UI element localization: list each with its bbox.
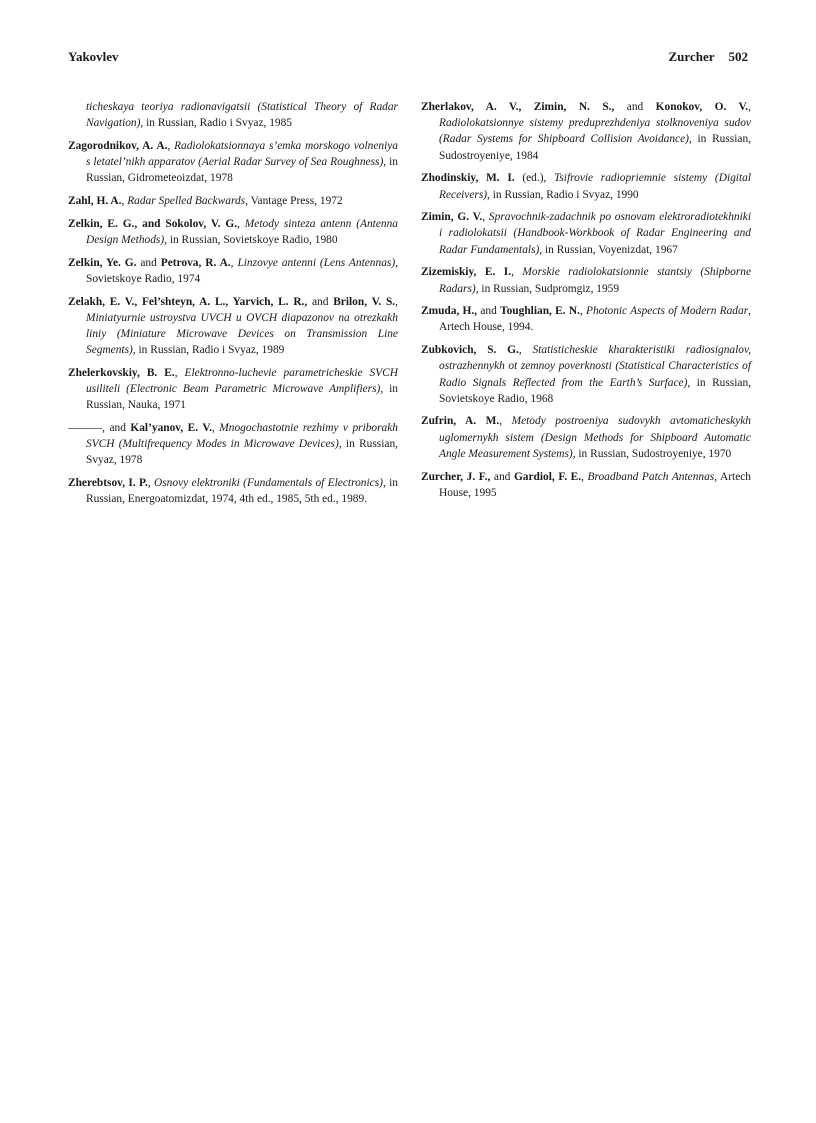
reference-text: in Russian, Sudpromgiz, 1959	[478, 282, 620, 295]
reference-entry	[68, 420, 398, 469]
reference-author: Zelakh, E. V., Fel’shteyn, A. L., Yarvich, L. R.,	[68, 295, 308, 308]
reference-text: in Russian, Radio i Svyaz, 1989	[135, 344, 285, 357]
reference-text: , Artech House, 1994.	[439, 305, 751, 334]
reference-author: Gardiol, F. E.	[513, 470, 582, 483]
reference-text: ,	[579, 305, 587, 318]
reference-author: Zherlakov, A. V., Zimin, N. S.,	[421, 101, 615, 113]
reference-text: Vantage Press, 1972	[247, 195, 343, 208]
reference-entry	[68, 216, 398, 248]
reference-author: Zimin, G. V.	[421, 211, 483, 224]
reference-text: ,	[499, 415, 512, 428]
reference-author: Zizemiskiy, E. I.	[421, 266, 512, 279]
reference-text: , Artech House, 1995	[439, 470, 752, 499]
left-column	[68, 99, 398, 514]
reference-text: ,	[147, 477, 155, 490]
reference-text: ,	[518, 344, 533, 357]
reference-title: Radiolokatsionnaya s’emka morskogo volneniya s letatel’nikh apparatov (Aerial Radar Survey of Sea Roughness)	[86, 139, 398, 169]
reference-text: , in Russian, Svyaz, 1978	[86, 438, 398, 467]
reference-entry	[421, 264, 751, 296]
reference-text: ,	[395, 295, 398, 308]
reference-text: , Sovietskoye Radio, 1974	[86, 256, 398, 285]
reference-author: Zelkin, Ye. G.	[68, 256, 137, 269]
reference-title: Radiolokatsionnye sistemy preduprezhdeniya stolknoveniya sudov (Radar Systems for Shipboard Collision Avoidance)	[439, 117, 751, 146]
reference-author: Zherebtsov, I. P.	[68, 477, 148, 490]
reference-entry	[421, 342, 751, 407]
reference-entry	[68, 255, 398, 287]
reference-text: ,	[174, 366, 185, 379]
reference-author: Zelkin, E. G., and Sokolov, V. G.	[68, 217, 238, 230]
reference-text: ,	[511, 266, 523, 279]
header-right	[669, 49, 748, 65]
reference-text: ,	[230, 256, 238, 269]
reference-text: , in Russian, Radio i Svyaz, 1985	[140, 117, 292, 130]
reference-entry	[68, 475, 398, 507]
reference-entry	[68, 294, 398, 359]
reference-title: Miniatyurnie ustroystva UVCH u OVCH diapazonov na otrezkakh liniy (Miniature Microwave Devices on Transmission Line Segments),	[86, 311, 398, 357]
reference-entry	[421, 303, 751, 335]
page-number: 502	[728, 49, 748, 64]
reference-text: ,	[237, 217, 245, 230]
reference-title: Metody postroeniya sudovykh avtomaticheskykh uglomernykh sistem (Design Methods for Shipboard Automatic Angle Measurement Systems),	[439, 415, 752, 460]
reference-author: Zmuda, H.,	[421, 305, 478, 318]
reference-text: in Russian, Sovietskoye Radio, 1980	[167, 233, 338, 246]
reference-author: Zubkovich, S. G.	[421, 344, 519, 357]
reference-title: ticheskaya teoriya radionavigatsii (Statistical Theory of Radar Navigation)	[86, 101, 398, 130]
reference-title: Radar Spelled Backwards,	[127, 195, 248, 208]
reference-entry	[68, 193, 398, 209]
reference-text: ———, and	[68, 421, 131, 434]
reference-entry	[68, 365, 398, 414]
reference-title: Photonic Aspects of Modern Radar	[586, 305, 749, 318]
reference-author: Toughlian, E. N.	[500, 305, 580, 318]
reference-title: Spravochnik-zadachnik po osnovam elektroradiotekhniki i radiolokatsii (Handbook-Workbook of Radar Engineering and Radar Fundamentals)	[439, 211, 752, 256]
reference-text: , in Russian, Sudostroyeniye, 1984	[439, 133, 751, 162]
reference-text: and	[490, 470, 514, 483]
reference-text: ,	[121, 195, 128, 208]
reference-author: Brilon, V. S.	[333, 295, 396, 308]
reference-entry	[421, 469, 751, 501]
reference-title: Morskie radiolokatsionnie stantsiy (Shipborne Radars),	[439, 266, 751, 295]
reference-title: Elektronno-luchevie parametricheskie SVCH usiliteli (Electronic Beam Parametric Microwave Amplifiers)	[86, 366, 398, 396]
reference-entry	[421, 170, 751, 202]
reference-title: Osnovy elektroniki (Fundamentals of Electronics)	[154, 477, 383, 490]
reference-text: in Russian, Sudostroyeniye, 1970	[575, 447, 732, 460]
reference-author: Konokov, O. V.	[655, 101, 749, 113]
header-left: Yakovlev	[68, 49, 119, 64]
reference-author: Kal’yanov, E. V.	[130, 421, 212, 434]
reference-entry	[68, 138, 398, 187]
reference-author: Zahl, H. A.	[68, 195, 122, 208]
reference-author: Petrova, R. A.	[160, 256, 231, 269]
reference-text: , in Russian, Gidrometeoizdat, 1978	[86, 156, 398, 185]
reference-entry	[421, 209, 751, 258]
header-right-title: Zurcher	[668, 49, 715, 64]
reference-text: ,	[581, 470, 588, 483]
reference-title: Statisticheskie kharakteristiki radiosignalov, ostrazhennykh ot zemnoy poverknosti (Statistical Characteristics of Radio Signals Reflected from the Earth’s Surface)	[439, 344, 752, 389]
reference-author: Zhelerkovskiy, B. E.	[68, 366, 175, 379]
reference-text: ,	[167, 139, 175, 152]
reference-title: Tsifrovie radiopriemnie sistemy (Digital Receivers),	[439, 172, 751, 201]
reference-entry	[68, 99, 398, 131]
reference-text: and	[136, 256, 161, 269]
reference-text: ,	[482, 211, 489, 224]
reference-author: Zufrin, A. M.	[421, 415, 500, 428]
reference-text: and	[307, 295, 334, 308]
reference-title: Mnogochastotnie rezhimy v priborakh SVCH (Multifrequency Modes in Microwave Devices)	[86, 421, 399, 451]
reference-entry	[421, 413, 751, 462]
reference-text: , in Russian, Nauka, 1971	[86, 383, 399, 412]
reference-text: , in Russian, Voyenizdat, 1967	[539, 243, 678, 256]
reference-author: Zagorodnikov, A. A.	[68, 139, 168, 152]
reference-title: Linzovye antenni (Lens Antennas)	[237, 256, 396, 269]
reference-text: , in Russian, Sovietskoye Radio, 1968	[439, 376, 752, 405]
reference-text: and	[477, 305, 501, 318]
reference-text: ,	[211, 421, 220, 434]
reference-text: ,	[748, 101, 751, 113]
right-column	[421, 99, 751, 507]
reference-text: , in Russian, Energoatomizdat, 1974, 4th ed., 1985, 5th ed., 1989.	[86, 477, 398, 506]
reference-text: and	[614, 101, 656, 113]
running-header	[68, 49, 748, 69]
reference-author: Zurcher, J. F.,	[421, 470, 491, 483]
reference-entry	[421, 99, 751, 164]
reference-title: Metody sinteza antenn (Antenna Design Methods),	[86, 217, 398, 246]
reference-text: (ed.),	[514, 172, 555, 185]
reference-author: Zhodinskiy, M. I.	[421, 172, 515, 185]
reference-title: Broadband Patch Antennas	[587, 470, 715, 483]
reference-text: in Russian, Radio i Svyaz, 1990	[489, 188, 639, 201]
